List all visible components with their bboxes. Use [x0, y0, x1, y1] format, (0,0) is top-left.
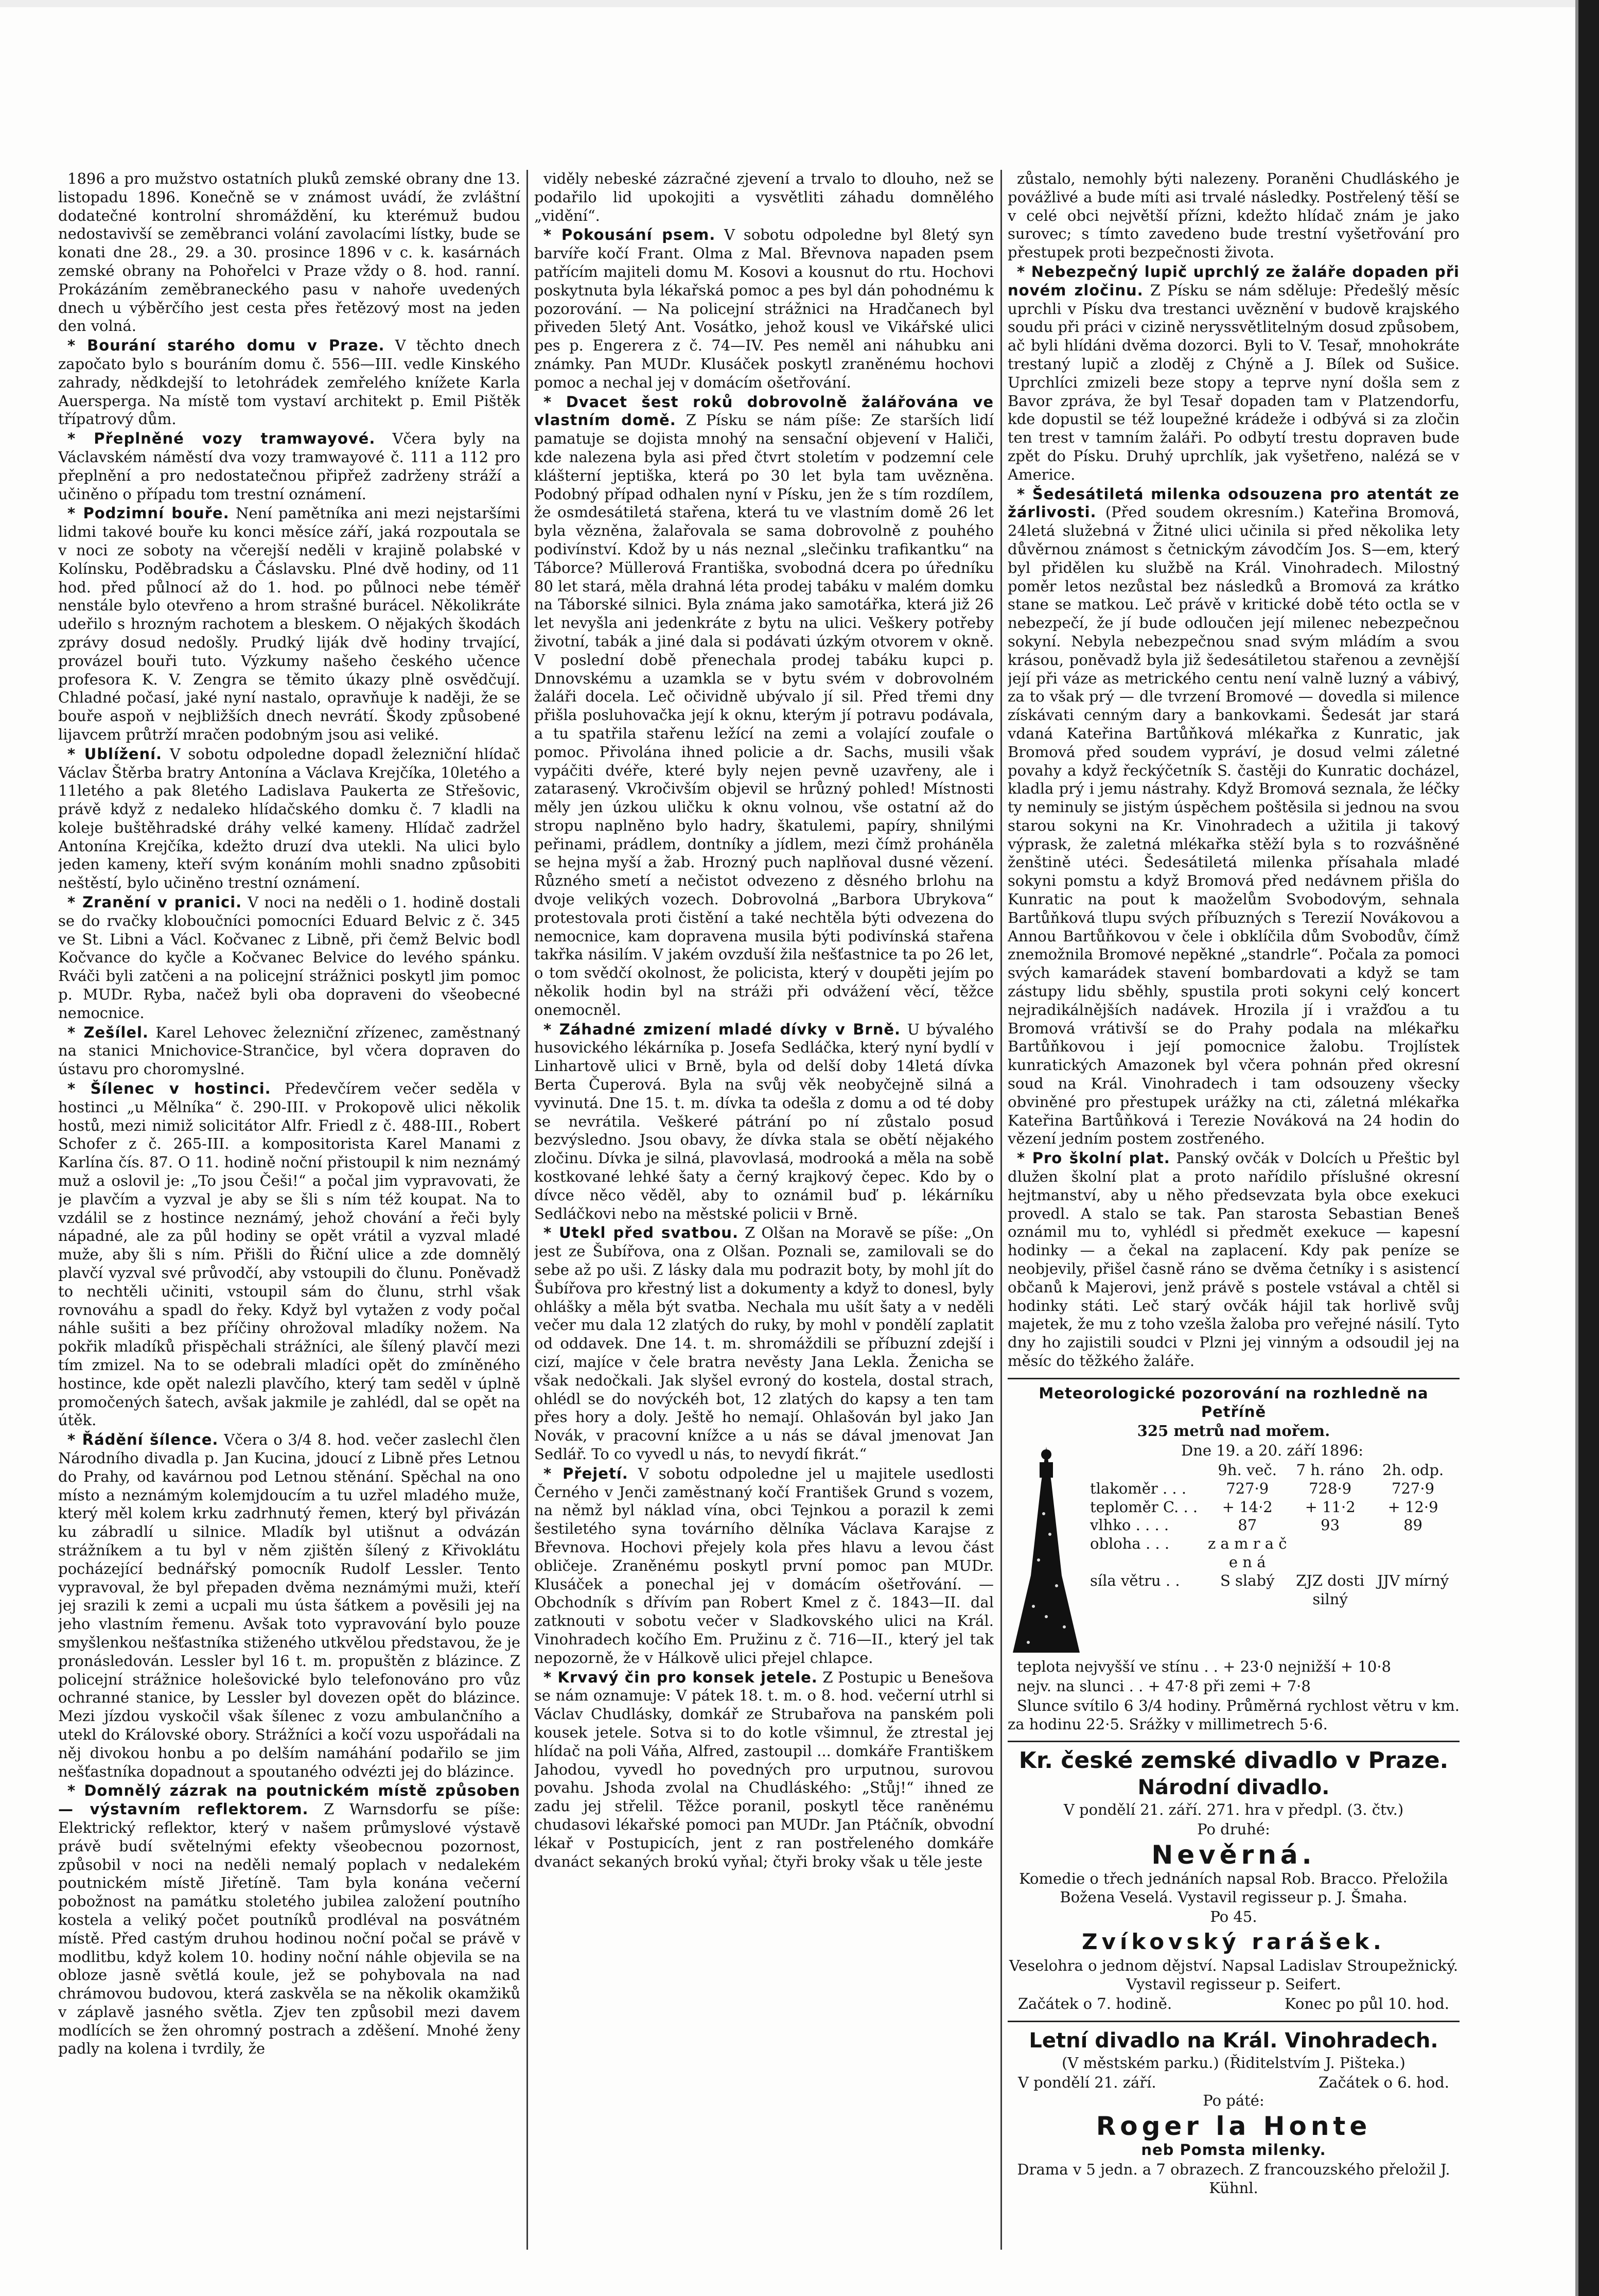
article-continuation: [1008, 170, 1460, 262]
article: [534, 226, 994, 392]
meteo-row: [1085, 1498, 1460, 1517]
article-body: zůstalo, nemohly býti nalezeny. Poraněni Chudláského je povážlivé a bude míti asi trvalé následky. Postřelený těší se v celé obci největší přízni, kdežto hlídač znám je jako surovec; s tímto zavedeno bude trestní vyšetřování pro přestupek proti bezpečnosti života.: [1008, 170, 1460, 261]
article-body: Z Písku se nám píše: Ze starších lidí pamatuje se dojista mnohý na sensační objevení v Haliči, kde nalezena byla asi před čtvrt stoletím v podzemní cele klášterní jeptiška, která po 30 let byla tam uvězněna. Podobný případ odhalen nyní v Písku, jen že s tím rozdílem, že osmdesátiletá stařena, která tu ve vlastním domě 26 let byla vězněna, žalařovala se sama dobrovolně z pouhého podivínství. Kdož by u nás neznal „slečinku trafikantku“ na Táborce? Müllerová Františka, svobodná dcera po úředníku 80 let stará, měla drahná léta prodej tabáku v malém domku na Táborské silnici. Byla známa jako samotářka, která již 26 let nevyšla ani jedenkráte z bytu na ulici. Veškery potřeby životní, tabák a jiné dala si podávati úzkým otvorem v okně. V poslední době přenechala prodej tabáku kupci p. Dnnovskému a uzamkla se v bytu svém v dobrovolném žaláři docela. Leč očividně ubývalo jí sil. Před třemi dny přišla posluhovačka její k oknu, kterým jí potravu podávala, a tu spatřila stařenu ležící na zemi a volající zoufale o pomoc. Přivolána ihned policie a dr. Sachs, musili však vypáčiti dvéře, které byly nejen pevně uzavřeny, ale i zatarasený. Vkročivším objevil se hrůzný pohled! Místnosti měly jen úzkou uličku k oknu volnou, vše ostatní až do stropu naplněno bylo hadry, škatulemi, papíry, shnilými peřinami, prádlem, dontníky a jídlem, mezi čímž prohánělа se hejna myší a žab. Hrozný puch naplňoval dusné vězení. Různého smetí a nečistot odvezeno z děsného brlohu na dvoje velikých vozech. Dobrovolná „Barbora Ubrykova“ protestovala proti čistění a také nechtěla býti odvezena do nemocnice, kam dopravena musila býti podivínská stařena takřka násilím. V jakém ovzduší žila nešťastnice ta po 26 let, o tom svědčí okolnost, že policista, který v doupěti jejím po několik hodin byl na stráži při odvážení věcí, těžce onemocněl.: [534, 411, 994, 1019]
meteo-row-label: tlakoměr . . .: [1090, 1479, 1187, 1497]
article-body: Z Warnsdorfu se píše: Elektrický reflektor, který v našem průmyslové výstavě právě budí světelnými efekty všeobecnou pozornost, způsobil v noci na neděli nemalý poplach v nedalekém poutnickém místě Jiřetíně. Tam byla konána večerní pobožnost na památku stoletého jubilea založení poutního kostela a veliký počet poutníků prodléval na posvátném místě. Před castým druhou hodinou noční počal se právě v modlitbu, když kolem 10. hodiny noční náhle objevila se na obloze jasně světlá koule, jež se pohybovala na nad chrámovou budovou, která zaskvěla se na několik okamžiků v záplavě jasného světla. Zjev ten způsobil mezi davem modlících se žen ohromný postrach a zděšení. Mnohé ženy padly na kolena i tvrdily, že: [58, 1800, 520, 2058]
theatre-summer-date: V pondělí 21. září.: [1018, 2073, 1156, 2091]
article-headline: * Pokousání psem.: [543, 226, 716, 244]
article-body: Včera o 3/4 8. hod. večer zaslechl člen Národního divadla p. Jan Kucina, jdoucí z Libně přes Letnou do Prahy, od kavárnou pod Letnou stěnání. Spěchal na ono místo a neznámým kolemjdoucím a tu uzřel mladého muže, který měl kolem krku zadrhnutý řemen, který byl přivázán ku zábradlí u silnice. Mladík byl utišnut a odvázán strážníkem a tu byl v něm zjištěn šílený z Křivoklátu pocházející bednářský pomocník Rudolf Lessler. Tento vypravoval, že byl přepaden dvěma neznámými muži, kteří jej srazili k zemi a ucpali mu ústa šátkem a pověsili jej na jeho vlastním řemenu. Avšak toto vypravování bylo pouze smyšlenkou nešťastníka stiženého utkvělou představou, že je pronásledován. Lessler byl 16 t. m. propuštěn z blázince. Z policejní strážnice holešovické bylo telefonováno pro vůz ochranné stanice, by Lessler byl dovezen opět do blázince. Mezi jízdou vyskočil však šílenec z vozu ambulančního a utekl do Královské obory. Strážníci a kočí vozu uspořádali na něj divokou honbu a po delším namáhání podařilo se jim nešťastníka dopadnout a spoutaného odvézti jej do blázince.: [58, 1431, 520, 1780]
theatre-national-title: Kr. české zemské divadlo v Praze.: [1018, 1747, 1449, 1774]
theatre-national-date: V pondělí 21. září. 271. hra v předpl. (3. čtv.): [1063, 1801, 1404, 1819]
theatre-summer-start: Začátek o 6. hod.: [1318, 2073, 1449, 2091]
article: [534, 1224, 994, 1463]
article: [58, 1782, 520, 2058]
meteo-value: + 11·2: [1305, 1498, 1356, 1516]
theatre-national-run-2: Po 45.: [1210, 1907, 1257, 1925]
article: [534, 1669, 994, 1871]
petrin-tower-image: [1008, 1442, 1085, 1658]
article-body: V noci na neděli o 1. hodině dostali se do rvačky kloboučníci pomocníci Eduard Belvic z č. 345 ve St. Libni a Václ. Kočvanec z Libně, při čemž Belvic bodl Kočvance do kyčle a Kočvanec Belvice do levého spánku. Rváči byli zatčeni a na policejní strážnici poskytl jim pomoc p. MUDr. Ryba, načež byli oba dopraveni do všeobecné nemocnice.: [58, 893, 520, 1022]
meteo-row: [1085, 1535, 1460, 1572]
article-headline: * Přejetí.: [543, 1464, 628, 1482]
separator-rule: [1008, 2021, 1460, 2022]
article: [58, 337, 520, 429]
article: [58, 893, 520, 1023]
meteo-value: [1289, 1535, 1372, 1572]
meteo-value: + 12·9: [1387, 1498, 1438, 1516]
article-headline: * Podzimní bouře.: [67, 504, 230, 522]
meteo-row-label: vlhko . . . .: [1090, 1516, 1169, 1534]
article: [58, 1024, 520, 1079]
meteo-value: JJV mírný: [1377, 1571, 1449, 1589]
article-continuation: [534, 170, 994, 225]
article-headline: * Přeplněné vozy tramwayové.: [67, 430, 376, 448]
article: [534, 1021, 994, 1223]
theatre-national-play: Nevěrná.: [1151, 1839, 1316, 1870]
meteo-col-1: 9h. več.: [1218, 1461, 1277, 1479]
meteo-value: 727·9: [1392, 1479, 1435, 1497]
article-headline: * Záhadné zmizení mladé dívky v Brně.: [543, 1020, 901, 1038]
meteo-value: 87: [1238, 1516, 1257, 1534]
column-2: [534, 170, 994, 2250]
column-1: [58, 170, 520, 2250]
article-headline: * Utekl před svatbou.: [543, 1224, 739, 1242]
article-body: viděly nebeské zázračné zjevení a trvalo to dlouho, než se podařilo lid upokojiti a vysvětliti záhadu domnělého „vidění“.: [534, 170, 994, 224]
article-continuation: [58, 170, 520, 336]
meteo-value: S slabý: [1220, 1571, 1275, 1589]
article-body: Předevčírem večer seděla v hostinci „u Mělníka“ č. 290-III. v Prokopově ulici několik hostů, mezi nimiž solicitátor Alfr. Friedl z č. 488-III., Robert Schofer z č. 265-III. a kompositorista Karel Manami z Karlína čís. 87. O 11. hodině noční přistoupil k nim neznámý muž a oslovil je: „To jsou Češi!“ a počal jim vypravovati, že je plavčím a vyzval je aby se šli s ním též koupat. Na to vzdálil se z hostince neznámý, jehož chování a řeči byly nápadné, ale za půl hodiny se opět vrátil a vyzval mladé muže, aby šli s ním. Přišli do Řiční ulice a zde domnělý plavčí vyzval své průvodčí, aby vstoupili do člunu. Poněvadž to nechtěli učiniti, vstoupil sám do člunu, strhl však rovnováhu a spadl do řeky. Když byl vytažen z vody počal náhle sušiti a bez příčiny ohrožoval mladíky nožem. Na pokřik mladíků přispěchali strážníci, ale šílený plavčí mezi tím zmizel. Na to se odebrali mladíci opět do zmíněného hostince, kde opět nalezli plavčího, který tam seděl v úplně promočených šatech, avšak jakmile je zahlédl, dal se opět na útěk.: [58, 1080, 520, 1429]
article: [58, 430, 520, 503]
theatre-national-end: Konec po půl 10. hod.: [1285, 1994, 1449, 2012]
theatre-summer-play-sub: neb Pomsta milenky.: [1141, 2141, 1326, 2159]
meteo-value: + 14·2: [1222, 1498, 1273, 1516]
article-body: Panský ovčák v Dolcích u Přeštic byl dlužen školní plat a proto nařídilo příslušné okresní hejtmanství, aby u něho předsevzata byla obce exekuci provedl. A stalo se tak. Pan starosta Sebastian Beneš oznámil mu to, vyhlédl si předmět exekuce — kapesní hodinky — a čekal na zaplacení. Kdy pak peníze se neobjevily, přišel časně ráno se dvěma četníky i s asistencí občanů k Majerovi, jenž právě s postele vstával a chtěl si hodinky státi. Leč starý ovčák hájil tak horlivě svůj majetek, že mu z toho vzešla žaloba pro veřejné násilí. Tyto dny ho zajistili soudci v Plzni jej vinným a odsoudil jej na měsíc do těžkého žaláře.: [1008, 1149, 1460, 1370]
meteo-title: Meteorologické pozorování na rozhledně na Petříně: [1039, 1384, 1429, 1421]
meteo-row: [1085, 1480, 1460, 1498]
article: [58, 745, 520, 892]
theatre-summer: [1008, 2027, 1460, 2198]
article-body: Z Písku se nám sděluje: Předešlý měsíc uprchli v Písku dva trestanci uvěznění v budově krajského soudu při práci v cizině neryssvětlitelným dosud způsobem, ač byli hlídáni dvěma dozorci. Byli to V. Tesař, mnohokráte trestaný lupič a zloděj z Chýně a J. Bílek od Sušice. Uprchlíci zmizeli beze stopy a teprve nyní došla sem z Bavor zpráva, že byl Tesař dopaden tam v Platzendorfu, kde dopustil se též loupežné krádeže i odbývá si za zločin ten trest v tamním žaláři. Po odbytí trestu dopraven bude zpět do Písku. Druhý uprchlík, jak vyšetřeno, nalézá se v Americe.: [1008, 281, 1460, 483]
article-headline: * Dvacet šest roků dobrovolně žalářována ve vlastním domě.: [534, 393, 994, 429]
article: [1008, 263, 1460, 484]
meteo-value: [1372, 1535, 1454, 1572]
separator-rule: [1008, 1378, 1460, 1379]
meteo-value: z a m r a č e n á: [1207, 1535, 1287, 1571]
column-3: [1008, 170, 1460, 2250]
article-headline: * Pro školní plat.: [1017, 1149, 1170, 1167]
meteo-row-label: teploměr C. . .: [1090, 1498, 1198, 1516]
article-body: V sobotu odpoledne byl 8letý syn barvíře kočí Frant. Olma z Mal. Břevnova napaden psem patřícím majiteli domu M. Kosovi a kousnut do rtu. Hochovi poskytnuta byla lékařská pomoc a pes byl dán pohodnému k pozorování. — Na policejní strážnici na Hradčanech byl přiveden 5letý Ant. Vosátko, jehož kousl ve Vikářské ulici pes p. Engerera z č. 74—IV. Pes neměl ani náhubku ani známky. Pan MUDr. Klusáček poskytl zraněnému hochovi pomoc a nechal jej v domácím ošetřování.: [534, 226, 994, 391]
theatre-national-start: Začátek o 7. hodině.: [1018, 1994, 1172, 2012]
article-headline: * Zešílel.: [67, 1023, 149, 1041]
theatre-summer-title: Letní divadlo na Král. Vinohradech.: [1029, 2028, 1438, 2053]
scan-top-edge: [0, 0, 1599, 7]
theatre-summer-sub: (V městském parku.) (Řiditelstvím J. Pišteka.): [1062, 2054, 1405, 2072]
article-headline: * Bourání starého domu v Praze.: [67, 337, 385, 355]
theatre-national: [1008, 1747, 1460, 2013]
meteo-value: 89: [1403, 1516, 1422, 1534]
article: [1008, 485, 1460, 1149]
article-body: V sobotu odpoledne jel u majitele usedlosti Černého v Jenči zaměstnaný kočí František Grund s vozem, na němž byl náklad vína, obci Tejnkou a porazil k zemi šestiletého syna továrního dělníka Václava Karajse z Břevnova. Hochovi přejely kola přes hlavu a levou část obličeje. Zraněnému poskytl první pomoc pan MUDr. Klusáček a ponechal jej v domácím ošetřování. — Obchodník s dřívím pan Robert Kmel z č. 1843—II. dal zatknouti v sobotu večer v Sladkovského ulici na Král. Vinohradech kočího Em. Pružinu z č. 716—II., který jel tak nepozorně, že v Hálkově ulici přejel chlapce.: [534, 1464, 994, 1667]
article-headline: * Krvavý čin pro konsek jetele.: [543, 1668, 818, 1686]
theatre-national-desc-2: Veselohra o jednom dějství. Napsal Ladislav Stroupežnický. Vystavil regisseur p. Seifert.: [1009, 1957, 1459, 1993]
meteo-subtitle: 325 metrů nad mořem.: [1137, 1422, 1330, 1440]
column-rule-2: [1000, 170, 1002, 2250]
scan-right-edge: [1578, 0, 1599, 2296]
meteo-rows: [1085, 1480, 1460, 1609]
article-headline: * Zranění v pranici.: [67, 893, 242, 912]
article: [58, 504, 520, 744]
article: [534, 393, 994, 1020]
theatre-summer-desc: Drama v 5 jedn. a 7 obrazech. Z francouzského přeložil J. Kühnl.: [1017, 2160, 1450, 2197]
article-body: Z Postupic u Benešova se nám oznamuje: V pátek 18. t. m. o 8. hod. večerní utrhl si Václav Chudlásky, domkář ze Strubařova na panském poli kousek jetele. Sotva si to do kotle všimnul, že ztrestal jej hlídač na poli Váňa, Alfred, zastoupil ... domkáře Františkem Jahodou, vyvedl ho povedných pro urputnou, surovou povahu. Jshoda zvolal na Chudláského: „Stůj!“ ihned ze zadu jej střelil. Těžce poranil, poskytl těce raněnému chudasovi lékařské pomoci pan MUDr. Jan Ptáčník, obvodní lékař v Postupicích, jent z ran postřeleného domkáře dvanáct sekaných brokú vyňal; čtyři broky však u těle jeste: [534, 1668, 994, 1870]
theatre-national-desc: Komedie o třech jednáních napsal Rob. Bracco. Přeložila Božena Veselá. Vystavil regisseur p. J. Šmaha.: [1019, 1869, 1448, 1906]
article-headline: * Nebezpečný lupič uprchlý ze žaláře dopaden při novém zločinu.: [1008, 262, 1460, 299]
article-headline: * Řádění šílence.: [67, 1431, 219, 1449]
article-body: 1896 a pro mužstvo ostatních pluků zemské obrany dne 13. listopadu 1896. Konečně se v známost uvádí, že zvláštní dodatečné kontrolní shromáždění, ku kterémuž budou nedostavivší se zeměbranci volání zavolacími lístky, bude se konati dne 28., 29. a 30. prosince 1896 v c. k. kasárnách zemské obrany na Pohořelci v Praze vždy o 8. hod. ranní. Prokázáním zeměbraneckého pasu v nahoře uvedených dnech u výběrčího jest cesta přes řetězový most na jeden den volná.: [58, 170, 520, 335]
article-body: U bývalého husovického lékárníka p. Josefa Sedláčka, který nyní bydlí v Linhartově ulici v Brně, byla od delší doby 14letá dívka Berta Čuperová. Byla na svůj věk neobyčejně silná a vyvinutá. Dne 15. t. m. dívka ta odešla z domu a od té doby se nevrátila. Veškeré pátrání po ní zůstalo posud bezvýsledno. Jsou obavy, že dívka stala se obětí nějakého zločinu. Dívka je silná, plavovlasá, modrooká a měla na sobě kostkované lehké šaty a černý krajkový čepec. Kdo by o dívce něco věděl, aby to oznámil buď p. lékárníku Sedláčkovi nebo na městské policii v Brně.: [534, 1020, 994, 1222]
meteo-value: ZJZ dosti silný: [1296, 1571, 1365, 1608]
article: [58, 1080, 520, 1430]
theatre-summer-run: Po páté:: [1203, 2092, 1264, 2110]
theatre-summer-play: Roger la Honte: [1096, 2111, 1372, 2142]
article-headline: * Šedesátiletá milenka odsouzena pro atentát ze žárlivosti.: [1008, 485, 1460, 521]
article: [1008, 1149, 1460, 1371]
article-body: V sobotu odpoledne dopadl železniční hlídač Václav Štěrba bratry Antonína a Václava Krejčíka, 10letého a 11letého a pak 8letého Ladislava Paukerta ze Střešovic, právě když z nedaleko hlídačského domku č. 7 kladli na koleje buštěhradské dráhy velké kameny. Hlídač zadržel Antonína Krejčíka, kdežto druzí dva utekli. Na ulici bylo jeden kameny, kteří svým konáním mohli snadno způsobiti neštěstí, bylo učiněno trestní oznámení.: [58, 745, 520, 892]
article-headline: * Domnělý zázrak na poutnickém místě způsoben — výstavním reflektorem.: [58, 1782, 520, 1818]
meteo-header-row: [1085, 1461, 1460, 1480]
article-headline: * Šílenec v hostinci.: [67, 1080, 271, 1098]
column-rule-1: [526, 170, 528, 2250]
theatre-national-play-2: Zvíkovský rarášek.: [1082, 1929, 1385, 1955]
meteo-row-label: síla větru . .: [1090, 1571, 1180, 1589]
theatre-national-subtitle: Národní divadlo.: [1137, 1776, 1330, 1800]
meteo-row: [1085, 1572, 1460, 1609]
meteo-temp-1: teplota nejvyšší ve stínu . . + 23·0 nejnižší + 10·8: [1017, 1658, 1391, 1676]
meteo-col-2: 7 h. ráno: [1296, 1461, 1364, 1479]
separator-rule: [1008, 1741, 1460, 1742]
article-body: Není pamětníka ani mezi nejstaršími lidmi takové bouře ku konci měsíce září, jaká rozpoutala se v noci ze soboty na včerejší neděli v krajině polabské v Kolínsku, Poděbradsku a Čáslavsku. Plné dvě hodiny, od 11 hod. před půlnocí až do 1. hod. po půlnoci nebe téměř nenstále bylo otevřeno a hrom strašné burácel. Několikráte udeřilo s hrozným rachotem a bleskem. O nějakých škodách zprávy dosud nedošly. Prudký liják dvě hodiny trvající, provázel bouři tuto. Výzkumy našeho českého učence profesora K. V. Zengra se těmito úkazy plně osvědčují. Chladné počasí, jaké nyní nastalo, opravňuje k naději, že se bouře aspoň v nejbližších dnech nevrátí. Škody způsobené lijavcem průtrží mračen podobným jsou asi veliké.: [58, 504, 520, 743]
theatre-national-run: Po druhé:: [1197, 1820, 1270, 1838]
meteo-row: [1085, 1516, 1460, 1535]
meteo-value: 93: [1321, 1516, 1340, 1534]
meteo-temp-2: nejv. na slunci . . + 47·8 při zemi + 7·8: [1017, 1677, 1311, 1695]
article-body: Karel Lehovec železniční zřízenec, zaměstnaný na stanici Mnichovice-Strančice, byl včera dopraven do ústavu pro choromyslné.: [58, 1023, 520, 1078]
meteo-row-label: obloha . . .: [1090, 1535, 1170, 1553]
article-body: Z Olšan na Moravě se píše: „On jest ze Šubířova, ona z Olšan. Poznali se, zamilovali se do sebe až po uši. Z lásky dala mu podrazit boty, by mohl jít do Šubířova pro křestný list a dokumenty a když to donesl, byly ohlášky a měla být svatba. Nechala mu ušít šaty a v neděli večer mu dala 12 zlatých do ruky, by mohl v pondělí zaplatit od oddavek. Dne 14. t. m. shromáždili se příbuzní zdejší i cizí, majíce v čele bratra nevěsty Jana Lekla. Ženicha se však nedočkali. Jak slyšel evroný do kostela, dostal strach, ohlédl se do novýckéh bot, 12 zlatých do kapsy a ten tam přes hory a doly. Ještě ho nemají. Ohlašován byl jako Jan Novák, v pracovní knížce a u nás se dával jmenovat Jan Sedlář. To co vyvedl u nás, to nevydí fikrát.“: [534, 1224, 994, 1463]
article: [58, 1431, 520, 1781]
meteo-value: 727·9: [1226, 1479, 1269, 1497]
article-body: (Před soudem okresním.) Kateřina Bromová, 24letá služebná v Žitné ulici učinila si před několika lety důvěrnou známost s četnickým závodčím Jos. S—em, který byl přidělen ku službě na Král. Vinohradech. Milostný poměr letos nezůstal bez následků a Bromová za krátko stane se matkou. Leč právě v kritické době této octla se v nebezpečí, že jí bude odloučen její milenec nebezpečnou sokyní. Nebyla nebezpečnou snad svým mládím a svou krásou, poněvadž byla již šedesátiletou stařenou a zevnější její při váze as metrického centu není valně luzný a vábivý, za to však prý — dle tvrzení Bromové — dovedla si milence získávati cenným dary a bankovkami. Šedesát jar stará vdaná Kateřina Bartůňková mlékařka z Kunratic, jak Bromová před soudem vypráví, je dosud velmi záletné povahy a když řeckýčetník S. častěji do Kunratic docházel, kladla prý i jemu nástrahy. Když Bromová seznala, že léčky ty neminuly se jistým úspěchem poštěsila si jednou na svou starou sokyni na Kr. Vinohradech a užitila ji takový výprask, že zaletná mlékařka stěží byla s to rozvášněné ženštině utéci. Šedesátiletá milenka přísahala mladé sokyni pomstu a když Bromová před nedávnem přišla do Kunratic na pout k maoželům Svobodovým, sehnala Bartůňková tlupu svých příbuzných s Terezií Novákovou a Annou Bartůňkovou v čele i obklíčila dům Svobodův, čímž znemožnila Bromové nepěkné „standrle“. Počala za pomoci svých kamarádek stavení bombardovati a když se tam zástupy lidu sběhly, spustila proti sokyni celý koncert nejradikálnějších nadávek. Hrozila jí i vražďou a tu Bromová vrátivší se do Prahy podala na mlékařku Bartůňkovou i její pomocnice žalobu. Trojlístek kunratických Amazonek byl včera pohnán před okresní soud na Král. Vinohradech i tam odsouzeny všecky obviněné pro přestupek urážky na cti, záletná mlékařka Kateřina Bartůňková i Terezie Nováková na 24 hodin do vězení jedním postem zostřeného.: [1008, 503, 1460, 1148]
meteo-col-3: 2h. odp.: [1382, 1461, 1444, 1479]
meteo-value: 728·9: [1309, 1479, 1352, 1497]
article-headline: * Ublížení.: [67, 745, 163, 763]
article-body: Včera byly na Václavském náměstí dva vozy tramwayové č. 111 a 112 pro přeplnění a pro nedostatečnou připřež zadrženy stráží a učiněno o případu tom trestní oznámení.: [58, 430, 520, 503]
meteo-date: Dne 19. a 20. září 1896:: [1181, 1442, 1363, 1460]
column-3-articles: [1008, 170, 1460, 1371]
article: [534, 1465, 994, 1668]
article-body: V těchto dnech započato bylo s bouráním domu č. 556—III. vedle Kinského zahrady, nědkdejší to letohrádek zemřelého knížete Karla Auersperga. Na místě tom vystaví architekt p. Emil Pištěk třípatrový dům.: [58, 337, 520, 428]
meteo-box: [1008, 1384, 1460, 1734]
meteo-sun: Slunce svítilo 6 3/4 hodiny. Průměrná rychlost větru v km. za hodinu 22·5. Srážky v millimetrech 5·6.: [1008, 1696, 1460, 1733]
